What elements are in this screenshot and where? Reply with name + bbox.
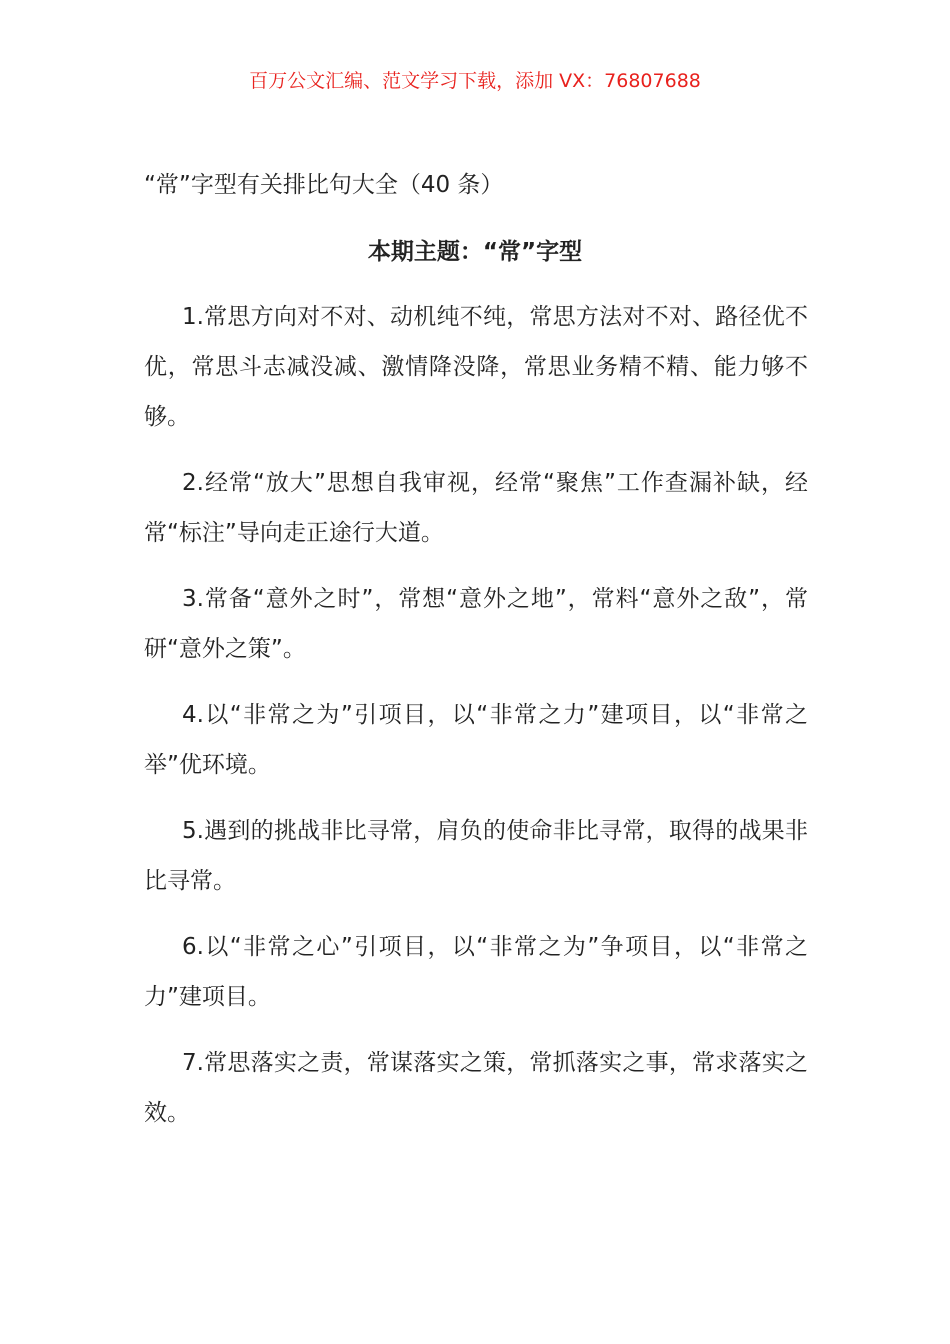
list-item: 2.经常“放大”思想自我审视，经常“聚焦”工作查漏补缺，经常“标注”导向走正途行大道。	[144, 470, 808, 546]
list-item: 1.常思方向对不对、动机纯不纯，常思方法对不对、路径优不优，常思斗志减没减、激情降没降，常思业务精不精、能力够不够。	[144, 304, 808, 430]
theme-heading: 本期主题：“常”字型	[367, 239, 583, 265]
document-title: “常”字型有关排比句大全（40 条）	[144, 172, 504, 198]
list-item: 7.常思落实之责，常谋落实之策，常抓落实之事，常求落实之效。	[144, 1050, 808, 1126]
item-list	[144, 292, 808, 1154]
list-item: 4.以“非常之为”引项目，以“非常之力”建项目，以“非常之举”优环境。	[144, 702, 808, 778]
list-item: 3.常备“意外之时”，常想“意外之地”，常料“意外之敌”，常研“意外之策”。	[144, 586, 808, 662]
list-item: 5.遇到的挑战非比寻常，肩负的使命非比寻常，取得的战果非比寻常。	[144, 818, 808, 894]
header-note: 百万公文汇编、范文学习下载，添加 VX：76807688	[249, 70, 701, 92]
list-item: 6.以“非常之心”引项目，以“非常之为”争项目，以“非常之力”建项目。	[144, 934, 808, 1010]
